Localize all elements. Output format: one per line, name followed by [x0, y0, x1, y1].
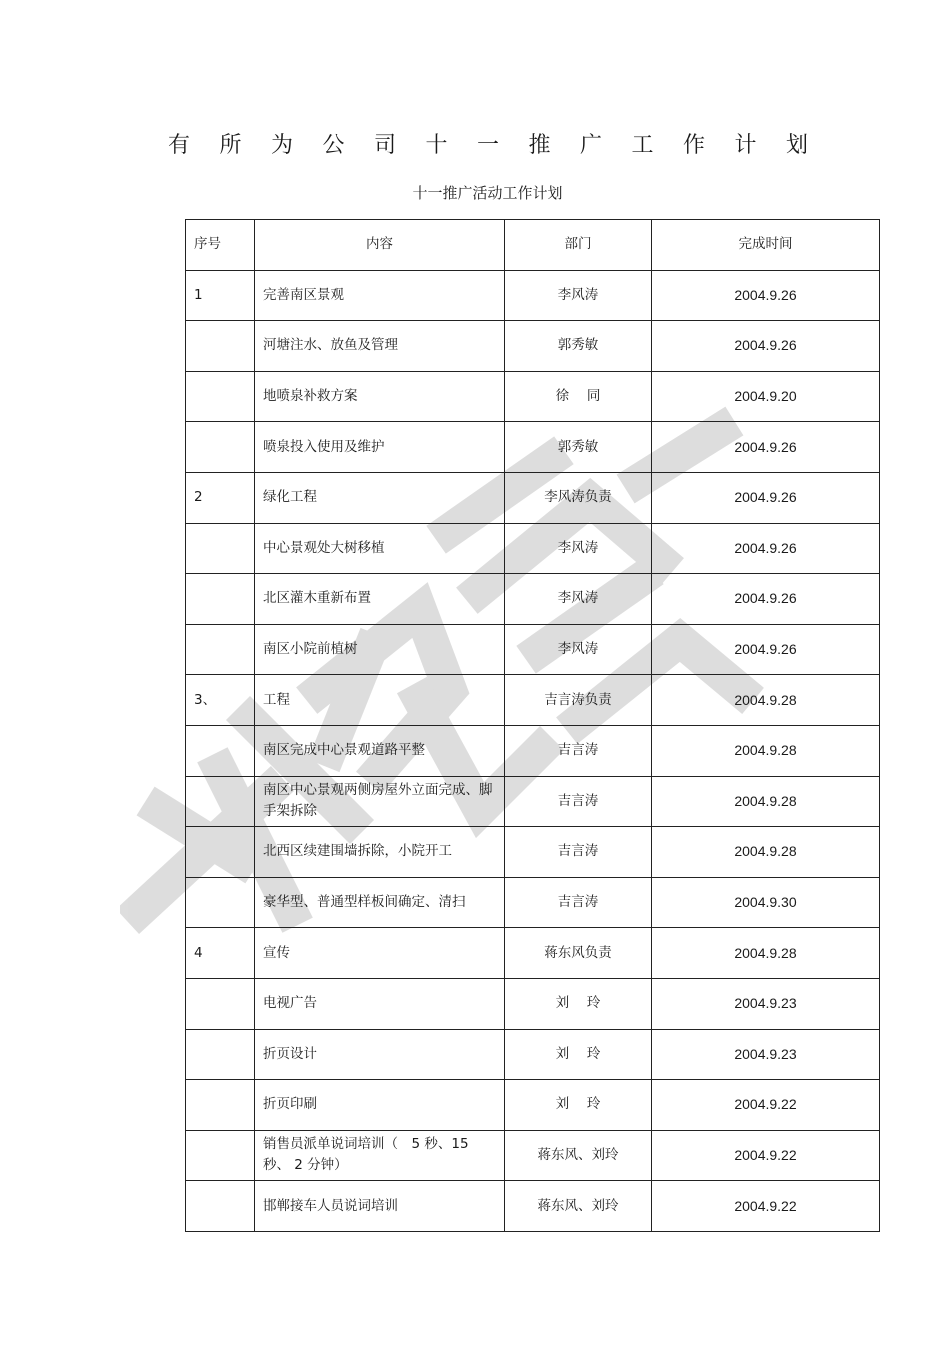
row-dept-cell: 蒋东风负责: [505, 928, 652, 979]
row-content-cell: 折页印刷: [255, 1080, 505, 1131]
row-time-cell: 2004.9.26: [652, 624, 880, 675]
row-dept-cell: 吉言涛: [505, 877, 652, 928]
table-row: [186, 725, 880, 776]
table-row: [186, 270, 880, 321]
row-time-cell: 2004.9.23: [652, 978, 880, 1029]
row-content-cell: 销售员派单说词培训（ 5 秒、15 秒、 2 分钟）: [255, 1130, 505, 1181]
row-no-cell: [186, 371, 255, 422]
table-row: [186, 1029, 880, 1080]
table-row: [186, 472, 880, 523]
row-time-cell: 2004.9.22: [652, 1080, 880, 1131]
table-row: [186, 675, 880, 726]
row-time-cell: 2004.9.26: [652, 321, 880, 372]
row-dept-cell: 李风涛: [505, 270, 652, 321]
row-content-cell: 宣传: [255, 928, 505, 979]
row-no-cell: 3、: [186, 675, 255, 726]
row-dept-cell: 刘 玲: [505, 1080, 652, 1131]
row-time-cell: 2004.9.28: [652, 928, 880, 979]
table-row: [186, 978, 880, 1029]
row-content-cell: 南区中心景观两侧房屋外立面完成、脚手架拆除: [255, 776, 505, 827]
row-dept-cell: 吉言涛: [505, 776, 652, 827]
table-row: [186, 928, 880, 979]
page-title: 有 所 为 公 司 十 一 推 广 工 作 计 划: [168, 133, 808, 158]
row-content-cell: 南区小院前植树: [255, 624, 505, 675]
row-dept-cell: 吉言涛: [505, 725, 652, 776]
row-content-cell: 南区完成中心景观道路平整: [255, 725, 505, 776]
row-content-cell: 中心景观处大树移植: [255, 523, 505, 574]
table-row: [186, 1181, 880, 1232]
row-content-cell: 北西区续建围墙拆除，小院开工: [255, 827, 505, 878]
row-dept-cell: 郭秀敏: [505, 321, 652, 372]
row-dept-cell: 蒋东风、刘玲: [505, 1181, 652, 1232]
row-no-cell: [186, 1130, 255, 1181]
row-no-cell: [186, 1080, 255, 1131]
row-content-cell: 完善南区景观: [255, 270, 505, 321]
row-dept-cell: 刘 玲: [505, 978, 652, 1029]
row-content-cell: 喷泉投入使用及维护: [255, 422, 505, 473]
header-no: 序号: [186, 220, 255, 271]
row-dept-cell: 吉言涛: [505, 827, 652, 878]
header-dept: 部门: [505, 220, 652, 271]
table-row: [186, 422, 880, 473]
row-time-cell: 2004.9.26: [652, 422, 880, 473]
row-no-cell: [186, 574, 255, 625]
table-row: [186, 776, 880, 827]
row-no-cell: [186, 523, 255, 574]
row-content-cell: 北区灌木重新布置: [255, 574, 505, 625]
table-row: [186, 321, 880, 372]
work-plan-table: [185, 219, 880, 1232]
table-row: [186, 624, 880, 675]
row-dept-cell: 吉言涛负责: [505, 675, 652, 726]
row-dept-cell: 徐 同: [505, 371, 652, 422]
row-time-cell: 2004.9.22: [652, 1130, 880, 1181]
row-time-cell: 2004.9.26: [652, 472, 880, 523]
row-time-cell: 2004.9.28: [652, 675, 880, 726]
row-content-cell: 豪华型、普通型样板间确定、清扫: [255, 877, 505, 928]
row-no-cell: 1: [186, 270, 255, 321]
row-dept-cell: 蒋东风、刘玲: [505, 1130, 652, 1181]
row-content-cell: 河塘注水、放鱼及管理: [255, 321, 505, 372]
table-header-row: [186, 220, 880, 271]
row-time-cell: 2004.9.26: [652, 574, 880, 625]
row-content-cell: 工程: [255, 675, 505, 726]
table-row: [186, 574, 880, 625]
row-no-cell: 2: [186, 472, 255, 523]
row-no-cell: 4: [186, 928, 255, 979]
row-dept-cell: 李风涛: [505, 624, 652, 675]
row-no-cell: [186, 725, 255, 776]
row-time-cell: 2004.9.28: [652, 827, 880, 878]
header-time: 完成时间: [652, 220, 880, 271]
row-dept-cell: 李风涛: [505, 523, 652, 574]
row-content-cell: 地喷泉补救方案: [255, 371, 505, 422]
page-subtitle: 十一推广活动工作计划: [412, 184, 563, 202]
row-dept-cell: 李风涛负责: [505, 472, 652, 523]
table-row: [186, 877, 880, 928]
row-time-cell: 2004.9.28: [652, 776, 880, 827]
row-time-cell: 2004.9.26: [652, 523, 880, 574]
header-content: 内容: [255, 220, 505, 271]
row-no-cell: [186, 1181, 255, 1232]
row-content-cell: 折页设计: [255, 1029, 505, 1080]
row-time-cell: 2004.9.28: [652, 725, 880, 776]
row-content-cell: 邯郸接车人员说词培训: [255, 1181, 505, 1232]
row-content-cell: 电视广告: [255, 978, 505, 1029]
row-no-cell: [186, 422, 255, 473]
row-dept-cell: 刘 玲: [505, 1029, 652, 1080]
row-no-cell: [186, 1029, 255, 1080]
row-dept-cell: 李风涛: [505, 574, 652, 625]
table-row: [186, 827, 880, 878]
table-row: [186, 1080, 880, 1131]
row-dept-cell: 郭秀敏: [505, 422, 652, 473]
row-time-cell: 2004.9.20: [652, 371, 880, 422]
row-no-cell: [186, 321, 255, 372]
row-no-cell: [186, 877, 255, 928]
table-row: [186, 523, 880, 574]
row-time-cell: 2004.9.26: [652, 270, 880, 321]
row-no-cell: [186, 624, 255, 675]
row-time-cell: 2004.9.22: [652, 1181, 880, 1232]
row-content-cell: 绿化工程: [255, 472, 505, 523]
table-row: [186, 371, 880, 422]
row-no-cell: [186, 776, 255, 827]
row-no-cell: [186, 827, 255, 878]
table-row: [186, 1130, 880, 1181]
row-time-cell: 2004.9.23: [652, 1029, 880, 1080]
row-time-cell: 2004.9.30: [652, 877, 880, 928]
row-no-cell: [186, 978, 255, 1029]
